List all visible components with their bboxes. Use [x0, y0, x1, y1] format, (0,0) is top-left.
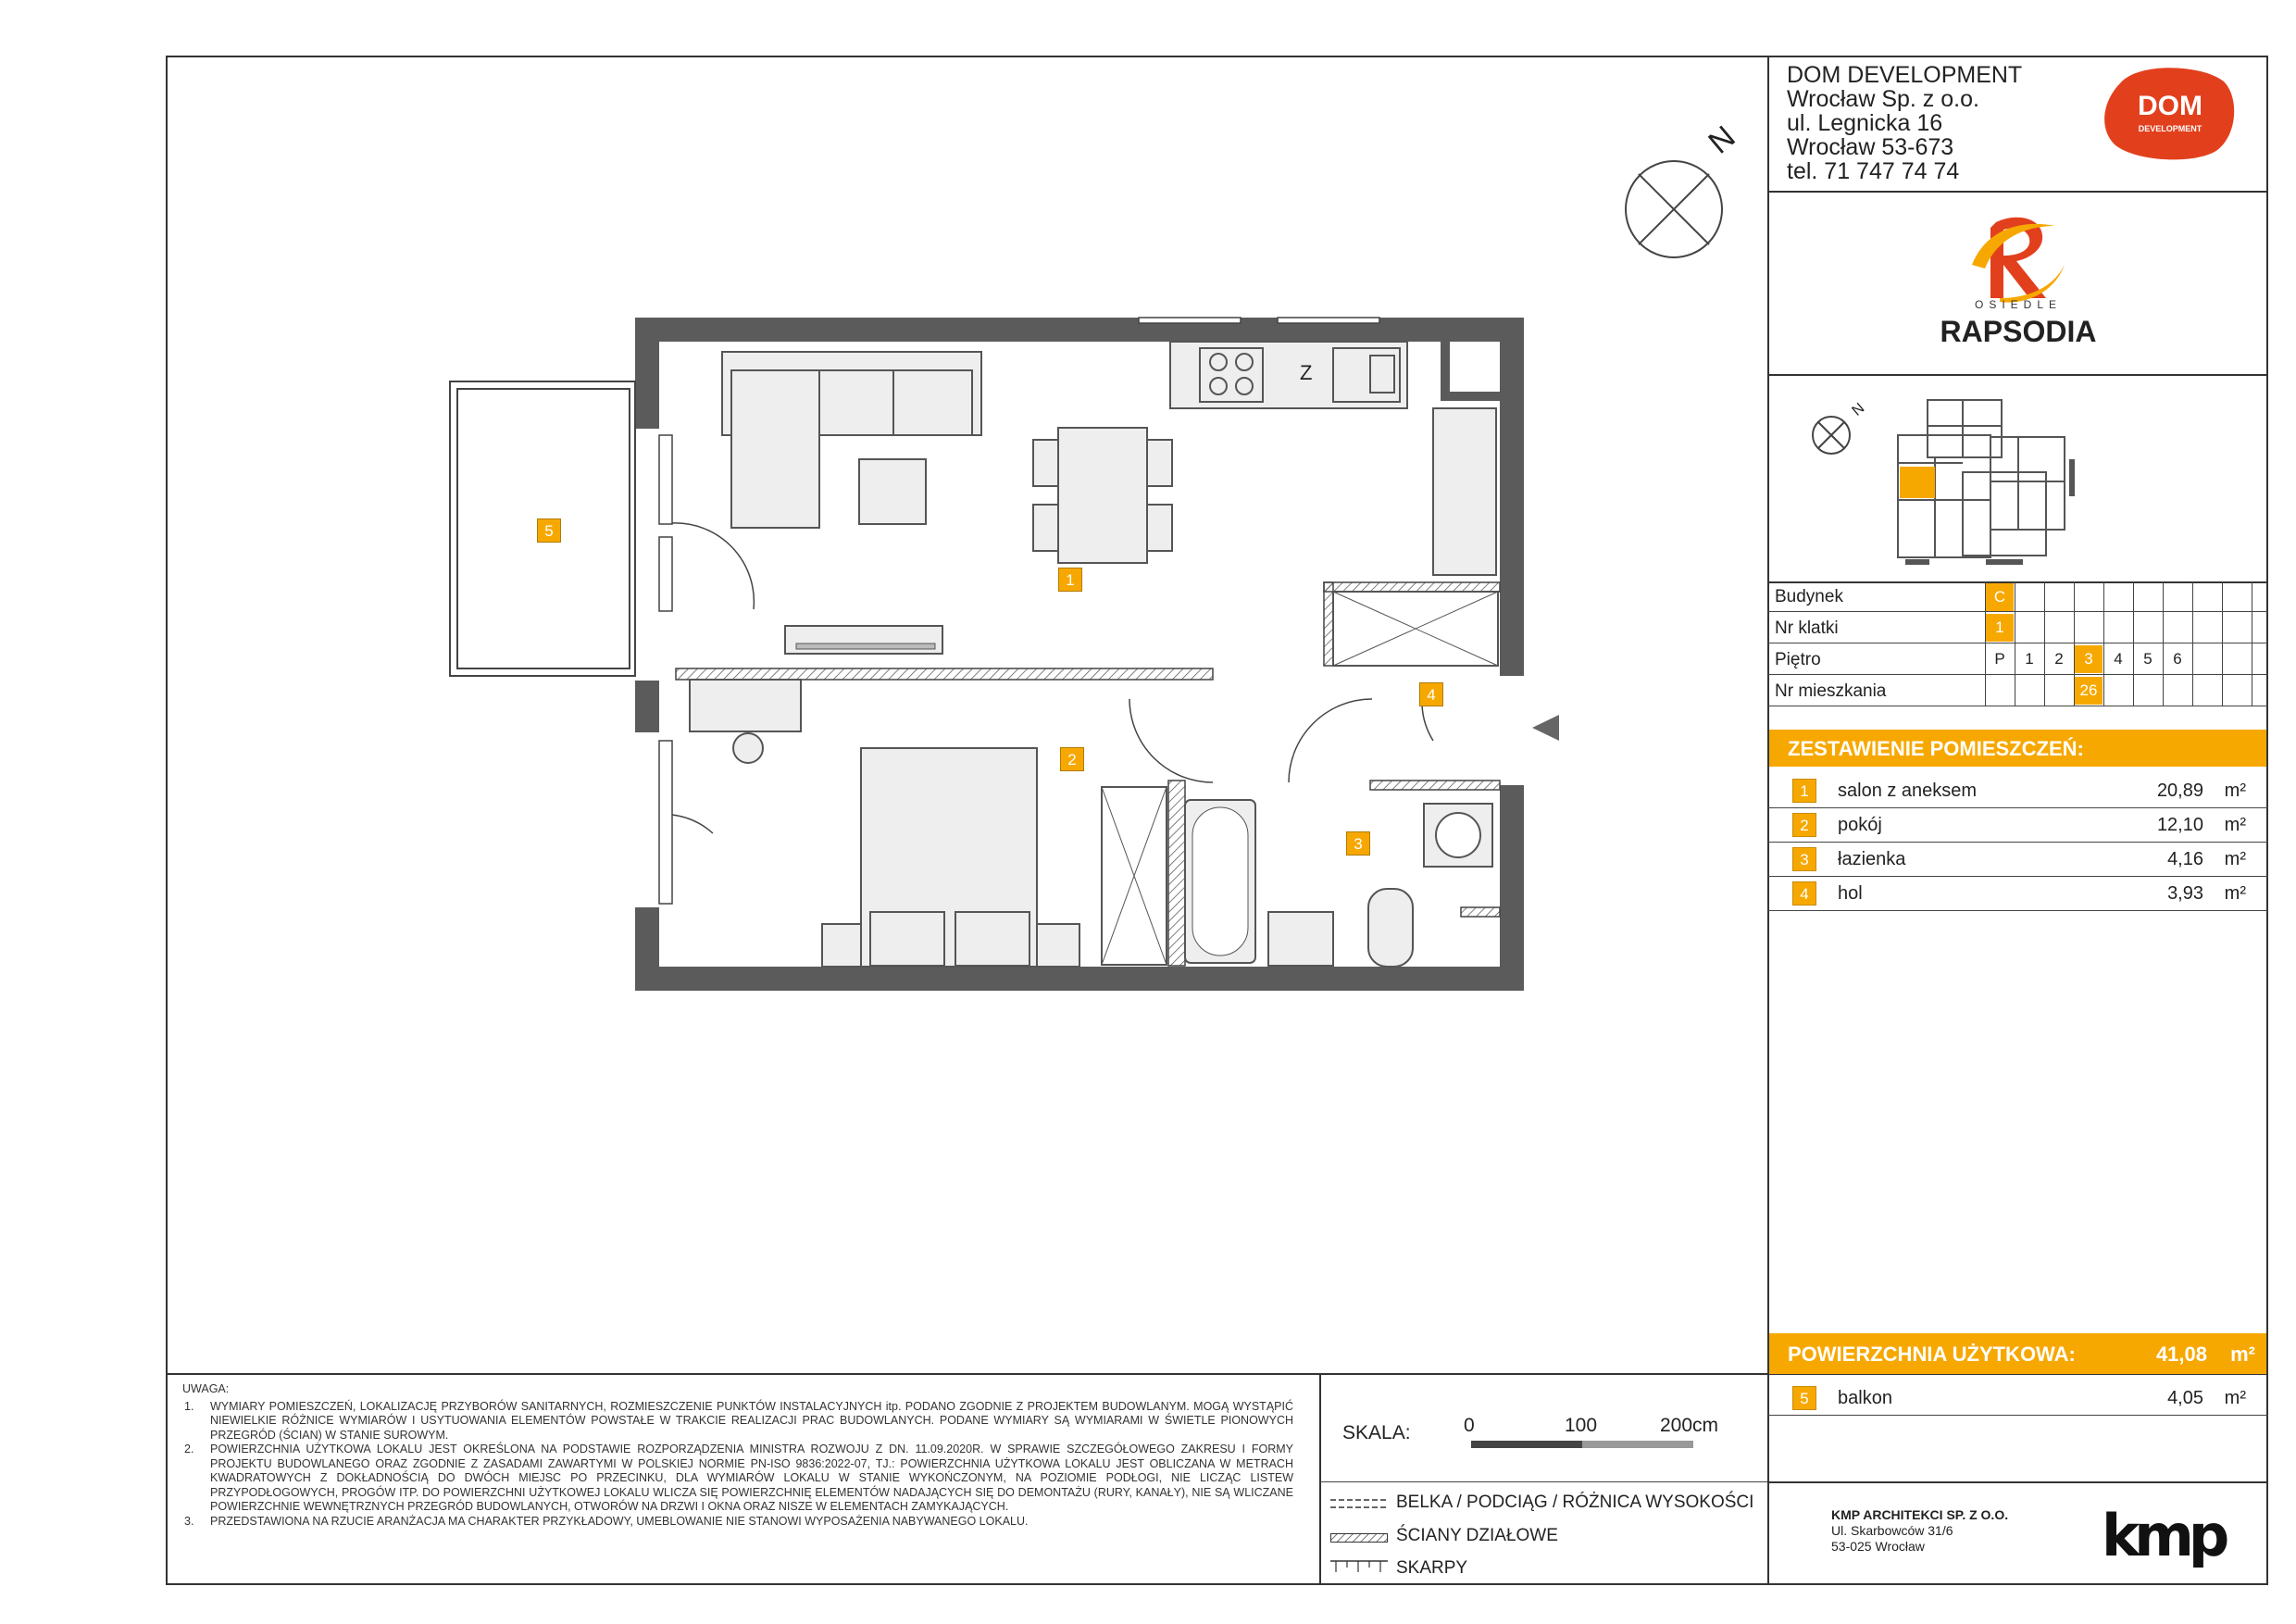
klatka-label: Nr klatki: [1775, 618, 1839, 638]
architect-street: Ul. Skarbowców 31/6: [1831, 1523, 1953, 1538]
balcony-row: [1768, 1381, 2259, 1415]
estate-prefix: OSIEDLE: [1974, 298, 2063, 311]
floor-3: 3: [2075, 645, 2103, 673]
notes-block: [182, 1382, 1293, 1529]
room-area: 3,93: [2167, 883, 2203, 904]
kmp-logo: [2102, 1502, 2224, 1569]
budynek-value: C: [1986, 583, 2014, 611]
key-plan: [1796, 389, 2139, 574]
notes-title: UWAGA:: [182, 1382, 230, 1395]
room-unit: m²: [2224, 849, 2246, 869]
scale-tick-0: 0: [1464, 1415, 1475, 1436]
room-name: salon z aneksem: [1838, 781, 1978, 801]
note-item: [182, 1400, 1293, 1443]
info-grid: [1767, 581, 2268, 707]
rooms-header-text: ZESTAWIENIE POMIESZCZEŃ:: [1788, 737, 2084, 760]
legend-slope-label: SKARPY: [1396, 1558, 1468, 1578]
scale-bar: [1471, 1441, 1693, 1448]
mieszkanie-value: 26: [2075, 677, 2103, 705]
room-row: [1768, 808, 2259, 842]
company-line2: Wrocław Sp. z o.o.: [1787, 86, 1979, 112]
keyplan-north-label: N: [1849, 400, 1868, 419]
room-name: hol: [1838, 883, 1863, 904]
room-number: 1: [1792, 779, 1816, 803]
balcony-unit: m²: [2224, 1388, 2246, 1408]
architect-name: KMP ARCHITEKCI SP. Z O.O.: [1831, 1507, 2009, 1522]
note-text: POWIERZCHNIA UŻYTKOWA LOKALU JEST OKREŚLONA NA PODSTAWIE ROZPORZĄDZENIA MINISTRA ROZWOJU Z DN. 11.09.2020R. W SPRAWIE SZCZEGÓŁOWEGO ZAKRESU I FORMY PROJEKTU BUDOWLANEGO ORAZ ZGODNIE Z ZASADAMI ZAWARTYMI W POLSKIEJ NORMIE PN-ISO 9836:2022-07, TJ.: POWIERZCHNIA UŻYTKOWA LOKALU JEST OBLICZANA W METRACH KWADRATOWYCH Z DOKŁADNOŚCIĄ DO DWÓCH MIEJSC PO PRZECINKU, DLA WYMIARÓW LOKALU W STANIE WYKOŃCZONYM, NA POZIOMIE PODŁOGI, NIE LICZĄC LISTEW PRZYPODŁOGOWYCH, PROGÓW ITP. DO POWIERZCHNI UŻYTKOWEJ LOKALU WLICZA SIĘ POWIERZCHNIĘ ELEMENTÓW NADAJĄCYCH SIĘ DO DEMONTAŻU (RURY, KANAŁY), NIE SĄ WLICZANE POWIERZCHNIE WEWNĘTRZNYCH PRZEGRÓD BUDOWLANYCH, OTWORÓW NA DRZWI I OKNA ORAZ NISZE W ELEMENTACH ZAMYKAJĄCYCH.: [210, 1443, 1293, 1513]
legend-partition-label: ŚCIANY DZIAŁOWE: [1396, 1526, 1558, 1545]
pietro-label: Piętro: [1775, 650, 1821, 669]
divider-notes: [1319, 1373, 1321, 1585]
mieszkanie-label: Nr mieszkania: [1775, 681, 1887, 701]
compass-icon: [1622, 157, 1726, 261]
kitchen-mark: Z: [1300, 361, 1313, 384]
room-area: 4,16: [2167, 849, 2203, 869]
plan-label-room-3: 3: [1346, 831, 1370, 856]
room-name: łazienka: [1838, 849, 1906, 869]
plan-label-room-5: 5: [537, 518, 561, 543]
north-label: N: [1702, 119, 1742, 161]
dom-development-logo: [2102, 65, 2239, 161]
room-area: 12,10: [2156, 815, 2203, 835]
balcony-name: balkon: [1838, 1388, 1892, 1408]
company-phone: tel. 71 747 74 74: [1787, 158, 1960, 184]
floor-1: 1: [2025, 650, 2034, 668]
dom-logo-text: DOM: [2138, 91, 2202, 121]
room-unit: m²: [2224, 815, 2246, 835]
scale-tick-200: 200cm: [1660, 1415, 1719, 1436]
rapsodia-logo: [1907, 209, 2129, 357]
estate-name: RAPSODIA: [1940, 315, 2097, 348]
keyplan-compass-icon: [1813, 417, 1850, 454]
rooms-header: [1769, 730, 2266, 767]
divider-scale: [1319, 1481, 1767, 1482]
company-name: DOM DEVELOPMENT: [1787, 62, 2023, 88]
floor-2: 2: [2054, 650, 2064, 668]
balcony-number: 5: [1792, 1386, 1816, 1410]
room-row: [1768, 843, 2259, 876]
divider-company: [1767, 191, 2268, 193]
balcony-area: 4,05: [2167, 1388, 2203, 1408]
room-row: [1768, 877, 2259, 910]
floor-6: 6: [2173, 650, 2182, 668]
note-number: 3.: [184, 1514, 194, 1528]
architect-info: [1831, 1507, 2008, 1555]
room-row: [1768, 774, 2259, 807]
plan-label-room-4: 4: [1419, 682, 1443, 706]
usable-area-value: 41,08: [2155, 1343, 2207, 1366]
company-street: ul. Legnicka 16: [1787, 110, 1943, 136]
dom-logo-subtext: DEVELOPMENT: [2138, 124, 2202, 133]
legend-slope-icon: [1330, 1559, 1388, 1574]
room-unit: m²: [2224, 781, 2246, 801]
note-item: [182, 1515, 1293, 1530]
usable-area-label: POWIERZCHNIA UŻYTKOWA:: [1788, 1343, 2076, 1366]
scale-tick-100: 100: [1565, 1415, 1598, 1436]
legend-beam-label: BELKA / PODCIĄG / RÓŻNICA WYSOKOŚCI: [1396, 1493, 1754, 1512]
note-number: 1.: [184, 1399, 194, 1413]
usable-area-unit: m²: [2230, 1343, 2255, 1366]
floor-p: P: [1994, 650, 2005, 668]
plan-label-room-1: 1: [1058, 568, 1082, 592]
floor-5: 5: [2143, 650, 2152, 668]
room-unit: m²: [2224, 883, 2246, 904]
room-area: 20,89: [2156, 781, 2203, 801]
architect-city: 53-025 Wrocław: [1831, 1539, 1925, 1554]
company-city: Wrocław 53-673: [1787, 134, 1954, 160]
room-number: 3: [1792, 847, 1816, 871]
klatka-value: 1: [1986, 614, 2014, 642]
room-number: 4: [1792, 881, 1816, 906]
room-name: pokój: [1838, 815, 1882, 835]
kmp-logo-text: kmp: [2102, 1502, 2225, 1569]
legend-partition-wall-icon: [1330, 1531, 1388, 1543]
note-text: WYMIARY POMIESZCZEŃ, LOKALIZACJĘ PRZYBORÓW SANITARNYCH, ROZMIESZCZENIE PUNKTÓW INSTALACYJNYCH itp. PODANO ZGODNIE Z PROJEKTEM BUDOWLANYM. MOGĄ WYSTĄPIĆ NIEWIELKIE RÓŻNICE WYMIARÓW I USYTUOWANIA ELEMENTÓW POWSTAŁE W TRAKCIE REALIZACJI PRAC BUDOWLANYCH. PODANE WYMIARY SĄ WYMIARAMI W ŚWIETLE PIONOWYCH PRZEGRÓD (ŚCIAN) W STANIE SUROWYM.: [210, 1399, 1293, 1442]
room-number: 2: [1792, 813, 1816, 837]
company-info: [1787, 63, 2022, 183]
plan-label-room-2: 2: [1060, 747, 1084, 771]
note-item: [182, 1443, 1293, 1515]
floor-4: 4: [2114, 650, 2123, 668]
scale-label: SKALA:: [1342, 1422, 1411, 1443]
note-text: PRZEDSTAWIONA NA RZUCIE ARANŻACJA MA CHARAKTER PRZYKŁADOWY, UMEBLOWANIE NIE STANOWI WYPOSAŻENIA NABYWANEGO LOKALU.: [210, 1514, 1029, 1528]
note-number: 2.: [184, 1443, 194, 1455]
divider-architect: [1767, 1481, 2268, 1483]
budynek-label: Budynek: [1775, 587, 1843, 606]
legend-beam-icon: [1330, 1497, 1388, 1508]
divider-estate: [1767, 374, 2268, 376]
keyplan-unit-highlight: [1900, 467, 1935, 498]
floor-plan: [435, 310, 1592, 1000]
usable-area-bar: [1769, 1333, 2266, 1374]
